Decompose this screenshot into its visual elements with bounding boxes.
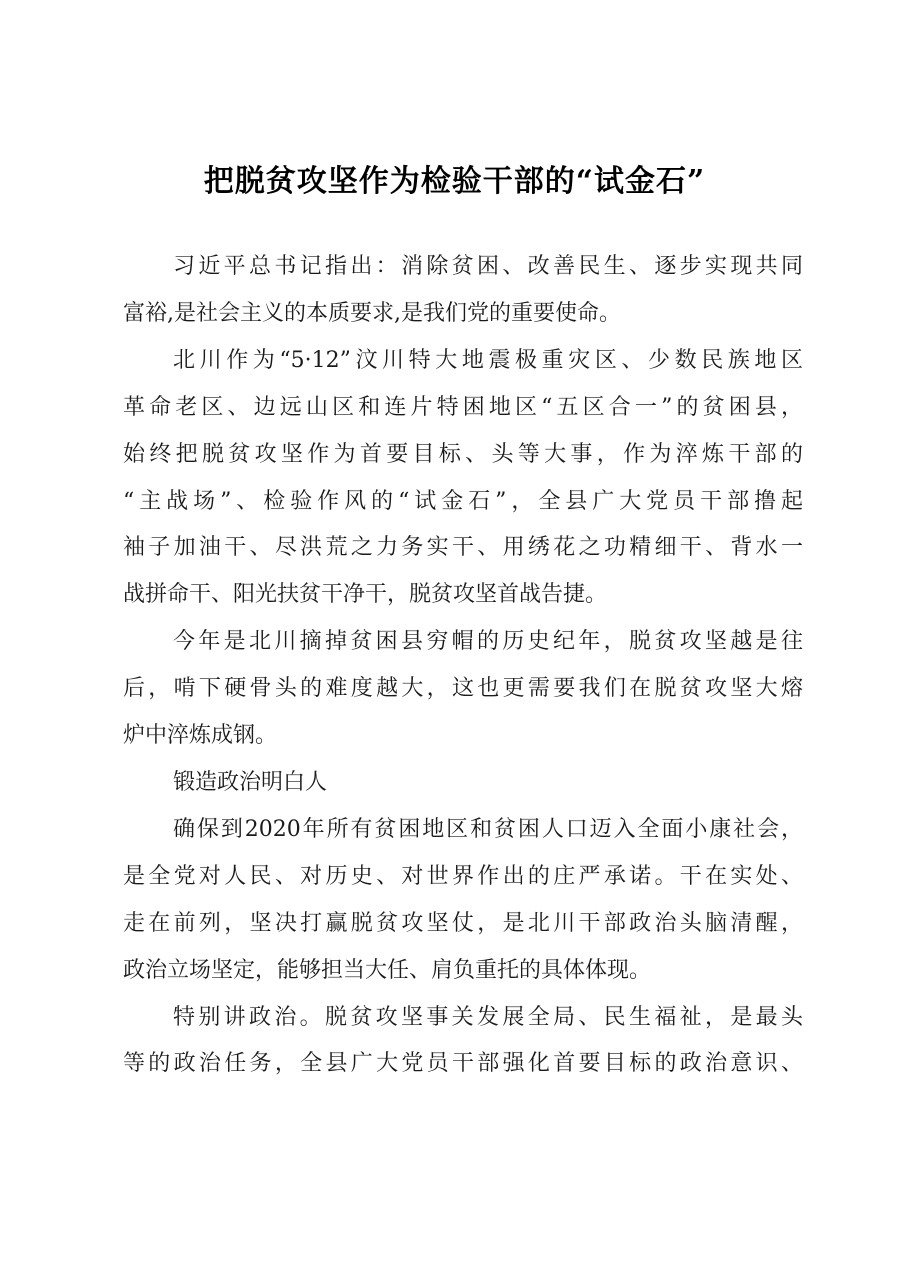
paragraph-6 xyxy=(123,995,803,1089)
paragraph-line: 北川作为“5·12”汶川特大地震极重灾区、少数民族地区 xyxy=(173,347,803,373)
paragraph-line: 袖子加油干、尽洪荒之力务实干、用绣花之功精细干、背水一 xyxy=(123,535,803,561)
paragraph-line: 政治立场坚定，能够担当大任、肩负重托的具体体现。 xyxy=(123,957,652,983)
paragraph-line: 炉中淬炼成钢。 xyxy=(123,723,278,749)
paragraph-line: 后，啃下硬骨头的难度越大，这也更需要我们在脱贫攻坚大熔 xyxy=(123,676,803,702)
document-body xyxy=(123,244,803,1088)
paragraph-1 xyxy=(123,244,803,338)
section-heading xyxy=(123,760,803,807)
paragraph-line: 是全党对人民、对历史、对世界作出的庄严承诺。干在实处、 xyxy=(123,863,803,889)
paragraph-line: 等的政治任务，全县广大党员干部强化首要目标的政治意识、 xyxy=(123,1051,803,1077)
paragraph-line: 革命老区、边远山区和连片特困地区“五区合一”的贫困县， xyxy=(123,394,803,420)
section-heading-line: 锻造政治明白人 xyxy=(173,769,328,795)
paragraph-2 xyxy=(123,338,803,619)
paragraph-5 xyxy=(123,807,803,995)
paragraph-line: “主战场”、检验作风的“试金石”，全县广大党员干部撸起 xyxy=(123,488,803,514)
paragraph-3 xyxy=(123,619,803,760)
paragraph-line: 战拼命干、阳光扶贫干净干，脱贫攻坚首战告捷。 xyxy=(123,582,608,608)
paragraph-line: 今年是北川摘掉贫困县穷帽的历史纪年，脱贫攻坚越是往 xyxy=(173,629,803,655)
paragraph-line: 富裕,是社会主义的本质要求,是我们党的重要使命。 xyxy=(123,300,621,326)
paragraph-line: 确保到2020年所有贫困地区和贫困人口迈入全面小康社会， xyxy=(173,816,803,842)
paragraph-line: 习近平总书记指出：消除贫困、改善民生、逐步实现共同 xyxy=(173,254,803,279)
paragraph-line: 始终把脱贫攻坚作为首要目标、头等大事，作为淬炼干部的 xyxy=(123,441,803,467)
document-title: 把脱贫攻坚作为检验干部的“试金石” xyxy=(203,164,706,199)
paragraph-line: 走在前列，坚决打赢脱贫攻坚仗，是北川干部政治头脑清醒， xyxy=(123,910,803,936)
paragraph-line: 特别讲政治。脱贫攻坚事关发展全局、民生福祉，是最头 xyxy=(173,1004,803,1030)
